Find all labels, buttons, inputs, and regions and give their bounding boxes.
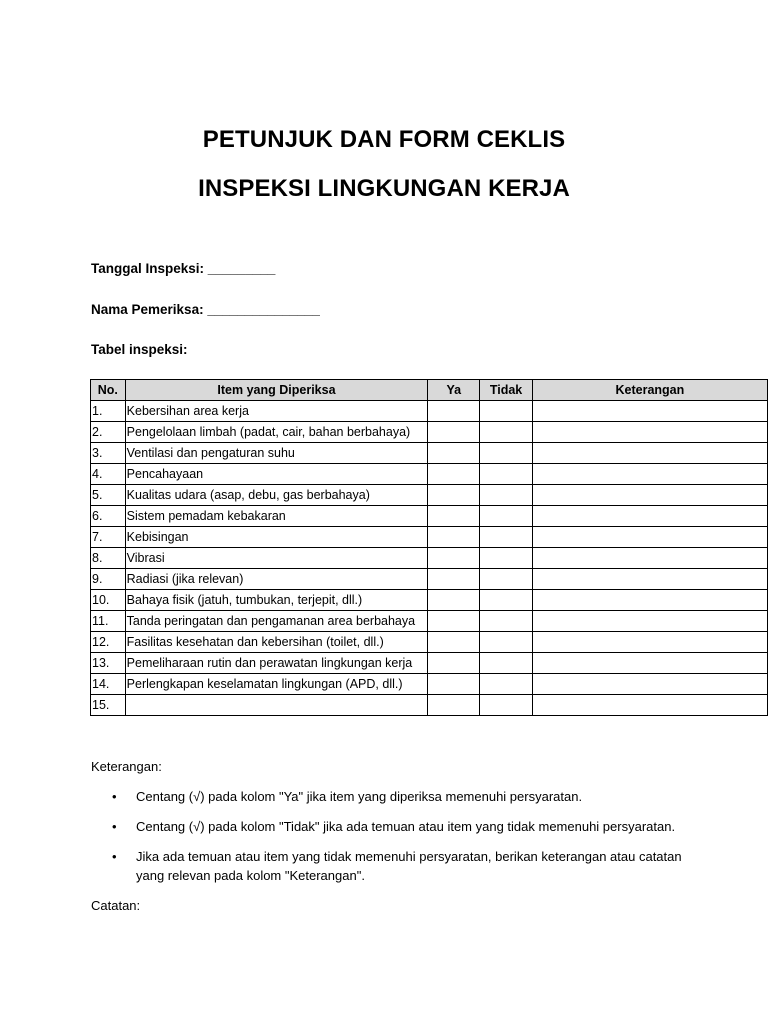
keterangan-cell[interactable] xyxy=(532,569,767,590)
keterangan-cell[interactable] xyxy=(532,422,767,443)
header-no: No. xyxy=(91,380,126,401)
row-item: Ventilasi dan pengaturan suhu xyxy=(125,443,428,464)
tidak-cell[interactable] xyxy=(480,548,532,569)
table-row xyxy=(91,569,768,590)
row-number: 2. xyxy=(91,422,126,443)
table-row xyxy=(91,527,768,548)
note-text: Jika ada temuan atau item yang tidak memenuhi persyaratan, berikan keterangan atau catatan yang relevan pada kolom "Keterangan". xyxy=(136,849,682,883)
table-row xyxy=(91,485,768,506)
tidak-cell[interactable] xyxy=(480,422,532,443)
keterangan-cell[interactable] xyxy=(532,401,767,422)
table-row xyxy=(91,653,768,674)
row-item: Kualitas udara (asap, debu, gas berbahaya) xyxy=(125,485,428,506)
row-number: 8. xyxy=(91,548,126,569)
note-item xyxy=(91,787,711,806)
row-item: Kebisingan xyxy=(125,527,428,548)
row-number: 12. xyxy=(91,632,126,653)
keterangan-cell[interactable] xyxy=(532,548,767,569)
tidak-cell[interactable] xyxy=(480,485,532,506)
ya-cell[interactable] xyxy=(428,695,480,716)
row-number: 4. xyxy=(91,464,126,485)
keterangan-cell[interactable] xyxy=(532,464,767,485)
tidak-cell[interactable] xyxy=(480,653,532,674)
note-item xyxy=(91,817,711,836)
table-row xyxy=(91,401,768,422)
ya-cell[interactable] xyxy=(428,422,480,443)
ya-cell[interactable] xyxy=(428,611,480,632)
ya-cell[interactable] xyxy=(428,506,480,527)
ya-cell[interactable] xyxy=(428,485,480,506)
tidak-cell[interactable] xyxy=(480,569,532,590)
note-item xyxy=(91,847,711,885)
ya-cell[interactable] xyxy=(428,632,480,653)
inspection-date-field: Tanggal Inspeksi: _________ xyxy=(91,261,276,276)
ya-cell[interactable] xyxy=(428,653,480,674)
tidak-cell[interactable] xyxy=(480,443,532,464)
keterangan-cell[interactable] xyxy=(532,506,767,527)
row-item: Sistem pemadam kebakaran xyxy=(125,506,428,527)
ya-cell[interactable] xyxy=(428,443,480,464)
tidak-cell[interactable] xyxy=(480,695,532,716)
keterangan-cell[interactable] xyxy=(532,590,767,611)
row-number: 3. xyxy=(91,443,126,464)
table-row xyxy=(91,674,768,695)
keterangan-cell[interactable] xyxy=(532,632,767,653)
inspector-name-field: Nama Pemeriksa: _______________ xyxy=(91,302,320,317)
note-text: Centang (√) pada kolom "Tidak" jika ada temuan atau item yang tidak memenuhi persyaratan. xyxy=(136,819,676,834)
row-number: 7. xyxy=(91,527,126,548)
keterangan-cell[interactable] xyxy=(532,653,767,674)
row-number: 9. xyxy=(91,569,126,590)
row-number: 5. xyxy=(91,485,126,506)
document-subtitle: INSPEKSI LINGKUNGAN KERJA xyxy=(198,175,570,202)
ya-cell[interactable] xyxy=(428,548,480,569)
keterangan-cell[interactable] xyxy=(532,695,767,716)
row-item: Fasilitas kesehatan dan kebersihan (toilet, dll.) xyxy=(125,632,428,653)
keterangan-cell[interactable] xyxy=(532,527,767,548)
header-ya: Ya xyxy=(428,380,480,401)
header-item: Item yang Diperiksa xyxy=(125,380,428,401)
table-row xyxy=(91,548,768,569)
row-number: 1. xyxy=(91,401,126,422)
table-label: Tabel inspeksi: xyxy=(91,342,188,357)
row-item: Pemeliharaan rutin dan perawatan lingkungan kerja xyxy=(125,653,428,674)
catatan-label: Catatan: xyxy=(91,898,141,913)
table-row xyxy=(91,443,768,464)
row-number: 15. xyxy=(91,695,126,716)
tidak-cell[interactable] xyxy=(480,611,532,632)
notes-list xyxy=(91,787,711,885)
table-row xyxy=(91,422,768,443)
tidak-cell[interactable] xyxy=(480,506,532,527)
row-item: Bahaya fisik (jatuh, tumbukan, terjepit, dll.) xyxy=(125,590,428,611)
ya-cell[interactable] xyxy=(428,590,480,611)
table-header-row xyxy=(91,380,768,401)
bullet-icon: • xyxy=(112,819,117,834)
table-row xyxy=(91,506,768,527)
row-number: 14. xyxy=(91,674,126,695)
row-item: Perlengkapan keselamatan lingkungan (APD, dll.) xyxy=(125,674,428,695)
row-item: Pencahayaan xyxy=(125,464,428,485)
keterangan-cell[interactable] xyxy=(532,485,767,506)
inspection-table xyxy=(90,379,768,716)
row-item: Radiasi (jika relevan) xyxy=(125,569,428,590)
keterangan-cell[interactable] xyxy=(532,611,767,632)
ya-cell[interactable] xyxy=(428,527,480,548)
header-keterangan: Keterangan xyxy=(532,380,767,401)
tidak-cell[interactable] xyxy=(480,401,532,422)
ya-cell[interactable] xyxy=(428,569,480,590)
bullet-icon: • xyxy=(112,789,117,804)
table-row xyxy=(91,464,768,485)
notes-heading: Keterangan: xyxy=(91,759,162,774)
tidak-cell[interactable] xyxy=(480,464,532,485)
tidak-cell[interactable] xyxy=(480,674,532,695)
tidak-cell[interactable] xyxy=(480,527,532,548)
notes-section xyxy=(91,759,711,896)
document-title: PETUNJUK DAN FORM CEKLIS xyxy=(202,126,566,153)
table-row xyxy=(91,632,768,653)
tidak-cell[interactable] xyxy=(480,632,532,653)
table-row xyxy=(91,611,768,632)
bullet-icon: • xyxy=(112,849,117,864)
ya-cell[interactable] xyxy=(428,464,480,485)
row-item: Kebersihan area kerja xyxy=(125,401,428,422)
table-row xyxy=(91,590,768,611)
row-number: 11. xyxy=(91,611,126,632)
row-item xyxy=(125,695,428,716)
note-text: Centang (√) pada kolom "Ya" jika item yang diperiksa memenuhi persyaratan. xyxy=(136,789,583,804)
row-number: 10. xyxy=(91,590,126,611)
table-row xyxy=(91,695,768,716)
ya-cell[interactable] xyxy=(428,674,480,695)
ya-cell[interactable] xyxy=(428,401,480,422)
row-item: Pengelolaan limbah (padat, cair, bahan berbahaya) xyxy=(125,422,428,443)
tidak-cell[interactable] xyxy=(480,590,532,611)
row-item: Tanda peringatan dan pengamanan area berbahaya xyxy=(125,611,428,632)
row-number: 6. xyxy=(91,506,126,527)
keterangan-cell[interactable] xyxy=(532,674,767,695)
header-tidak: Tidak xyxy=(480,380,532,401)
row-number: 13. xyxy=(91,653,126,674)
keterangan-cell[interactable] xyxy=(532,443,767,464)
row-item: Vibrasi xyxy=(125,548,428,569)
